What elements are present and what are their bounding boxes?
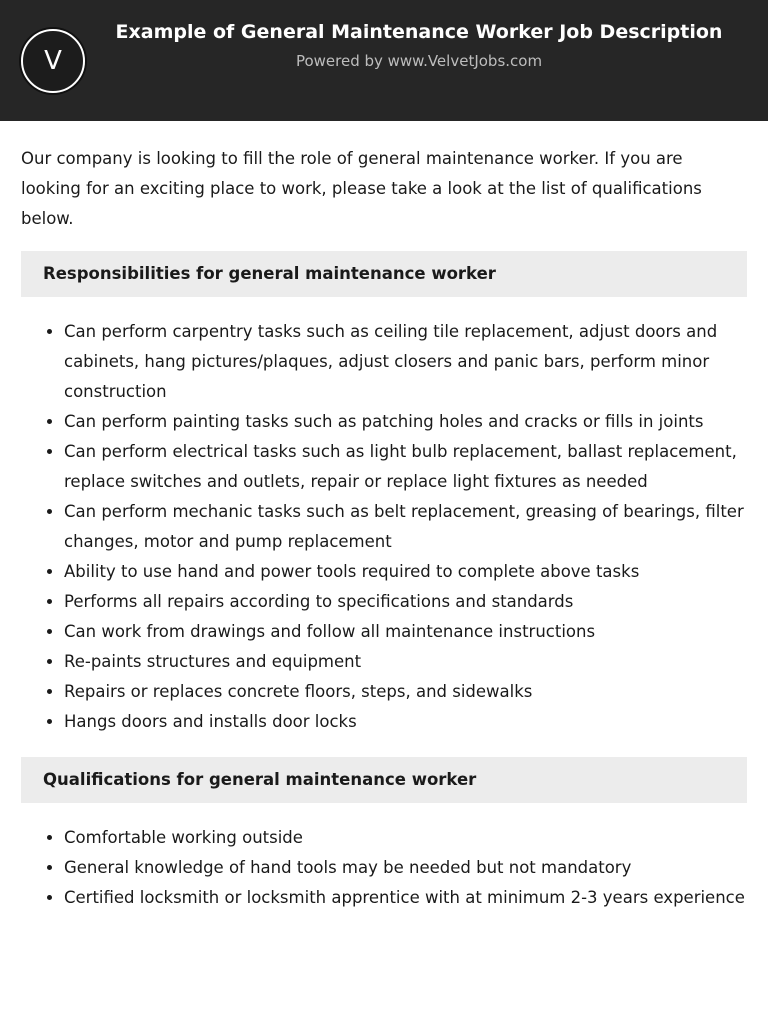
list-item: • Ability to use hand and power tools required to complete above tasks — [64, 557, 747, 587]
list-item: • Re-paints structures and equipment — [64, 647, 747, 677]
list-item: • Can perform mechanic tasks such as belt replacement, greasing of bearings, filter changes, motor and pump replacement — [64, 497, 747, 557]
list-item: • General knowledge of hand tools may be needed but not mandatory — [64, 853, 747, 883]
powered-by-link[interactable]: Powered by www.VelvetJobs.com — [295, 52, 543, 70]
page-title: Example of General Maintenance Worker Job Description — [115, 21, 723, 43]
responsibilities-list — [21, 317, 747, 737]
list-item: • Can work from drawings and follow all maintenance instructions — [64, 617, 747, 647]
list-item: • Comfortable working outside — [64, 823, 747, 853]
list-item: • Performs all repairs according to specifications and standards — [64, 587, 747, 617]
list-item: • Can perform electrical tasks such as light bulb replacement, ballast replacement, replace switches and outlets, repair or replace light fixtures as needed — [64, 437, 747, 497]
intro-paragraph: Our company is looking to fill the role of general maintenance worker. If you are looking for an exciting place to work, please take a look at the list of qualifications below. — [21, 149, 702, 228]
list-item: • Certified locksmith or locksmith apprentice with at minimum 2-3 years experience — [64, 883, 747, 913]
qualifications-heading: Qualifications for general maintenance worker — [21, 757, 747, 803]
list-item: • Repairs or replaces concrete floors, steps, and sidewalks — [64, 677, 747, 707]
list-item: • Hangs doors and installs door locks — [64, 707, 747, 737]
list-item: • Can perform painting tasks such as patching holes and cracks or fills in joints — [64, 407, 747, 437]
velvetjobs-logo[interactable] — [21, 29, 85, 93]
responsibilities-heading: Responsibilities for general maintenance worker — [21, 251, 747, 297]
logo-letter: V — [44, 46, 62, 76]
header-text — [110, 20, 728, 71]
qualifications-list — [21, 823, 747, 913]
job-description-content — [0, 144, 768, 913]
list-item: • Can perform carpentry tasks such as ceiling tile replacement, adjust doors and cabinets, hang pictures/plaques, adjust closers and panic bars, perform minor construction — [64, 317, 747, 407]
page-header — [0, 0, 768, 121]
